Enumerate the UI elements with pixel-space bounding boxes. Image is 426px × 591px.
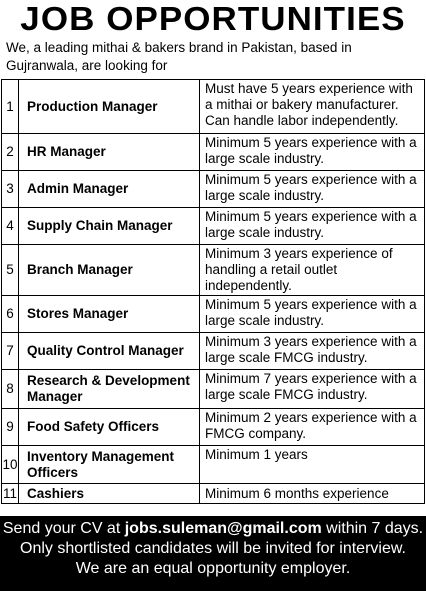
job-requirement: Minimum 1 years	[200, 446, 425, 484]
table-row	[2, 484, 425, 504]
table-row	[2, 208, 425, 245]
job-requirement: Minimum 5 years experience with a large scale industry.	[200, 208, 425, 245]
job-position: Food Safety Officers	[19, 409, 200, 446]
footer-banner	[0, 516, 426, 591]
page-title: JOB OPPORTUNITIES	[20, 0, 406, 37]
table-row	[2, 245, 425, 296]
job-position: Production Manager	[19, 80, 200, 134]
table-row	[2, 296, 425, 333]
job-number: 4	[2, 208, 19, 245]
table-row	[2, 171, 425, 208]
job-number: 6	[2, 296, 19, 333]
table-row	[2, 134, 425, 171]
contact-email[interactable]: jobs.suleman@gmail.com	[124, 520, 322, 537]
job-requirement: Must have 5 years experience with a mithai or bakery manufacturer. Can handle labor independently.	[200, 80, 425, 134]
job-number: 11	[2, 484, 19, 504]
job-number: 9	[2, 409, 19, 446]
table-row	[2, 80, 425, 134]
intro-text: We, a leading mithai & bakers brand in Pakistan, based in Gujranwala, are looking for	[6, 40, 352, 73]
job-position: Stores Manager	[19, 296, 200, 333]
footer-send-line	[0, 519, 426, 539]
table-row	[2, 446, 425, 484]
table-row	[2, 409, 425, 446]
job-requirement: Minimum 7 years experience with a large scale FMCG industry.	[200, 370, 425, 409]
footer-shortlist-line: Only shortlisted candidates will be invited for interview.	[20, 540, 406, 557]
job-number: 1	[2, 80, 19, 134]
job-position: Research & Development Manager	[19, 370, 200, 409]
jobs-table	[1, 79, 425, 504]
job-position: Branch Manager	[19, 245, 200, 296]
job-requirement: Minimum 5 years experience with a large scale industry.	[200, 296, 425, 333]
job-number: 8	[2, 370, 19, 409]
job-position: HR Manager	[19, 134, 200, 171]
footer-send-prefix: Send your CV at	[2, 520, 121, 537]
footer-send-suffix: within 7 days.	[326, 520, 424, 537]
table-row	[2, 333, 425, 370]
job-requirement: Minimum 3 years experience with a large scale FMCG industry.	[200, 333, 425, 370]
job-requirement: Minimum 5 years experience with a large scale industry.	[200, 134, 425, 171]
job-position: Inventory Management Officers	[19, 446, 200, 484]
job-number: 10	[2, 446, 19, 484]
job-requirement: Minimum 6 months experience	[200, 484, 425, 504]
job-requirement: Minimum 5 years experience with a large scale industry.	[200, 171, 425, 208]
job-position: Cashiers	[19, 484, 200, 504]
job-position: Supply Chain Manager	[19, 208, 200, 245]
table-row	[2, 370, 425, 409]
job-position: Admin Manager	[19, 171, 200, 208]
job-number: 3	[2, 171, 19, 208]
job-position: Quality Control Manager	[19, 333, 200, 370]
job-number: 5	[2, 245, 19, 296]
footer-equal-opportunity-line: We are an equal opportunity employer.	[75, 560, 351, 577]
job-requirement: Minimum 3 years experience of handling a retail outlet independently.	[200, 245, 425, 296]
job-number: 2	[2, 134, 19, 171]
job-requirement: Minimum 2 years experience with a FMCG company.	[200, 409, 425, 446]
job-number: 7	[2, 333, 19, 370]
